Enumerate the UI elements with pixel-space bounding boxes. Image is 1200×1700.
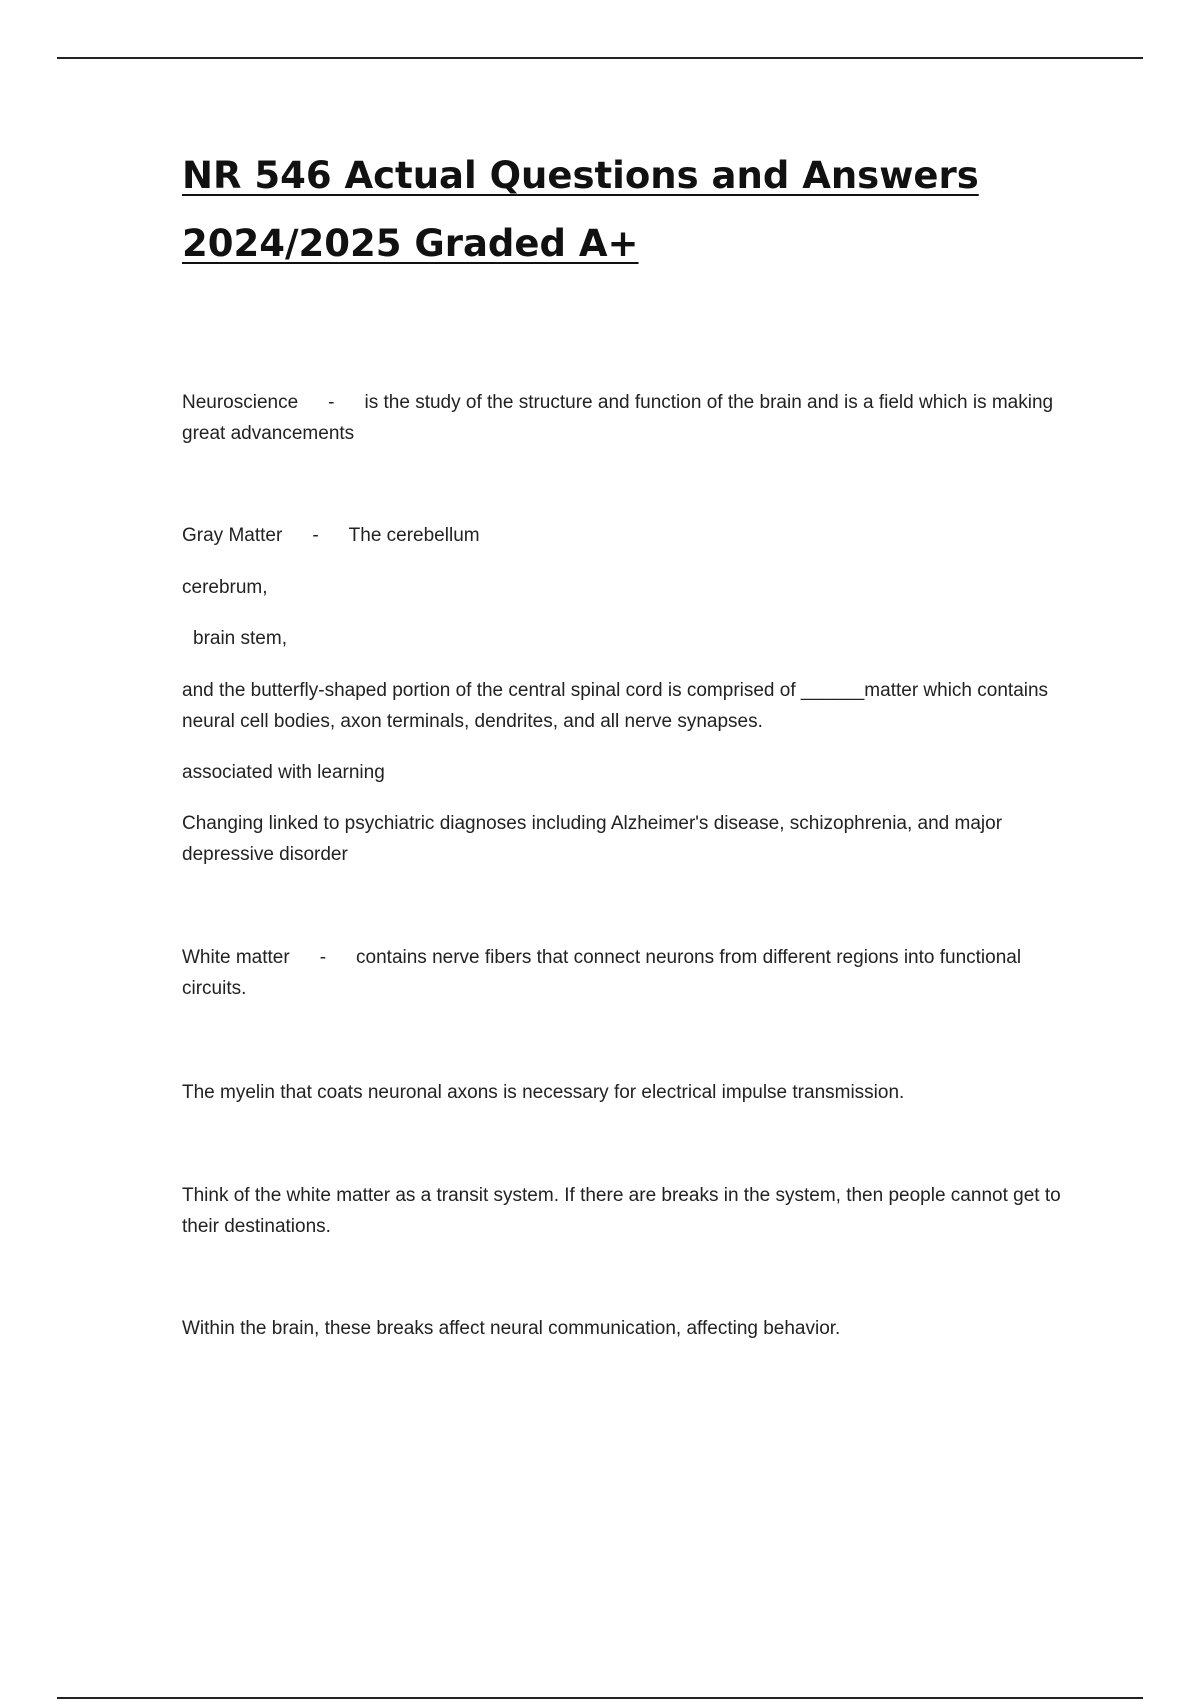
white-matter-line-transit: Think of the white matter as a transit system. If there are breaks in the system, then people cannot get to their destinations. (182, 1185, 1061, 1237)
separator-dash: - (328, 392, 335, 413)
gray-matter-line-learning: associated with learning (182, 762, 385, 783)
gray-matter-line-brain-stem: brain stem, (193, 628, 287, 649)
title-line-1: NR 546 Actual Questions and Answers (182, 154, 979, 197)
definition-neuroscience: is the study of the structure and function of the brain and is a field which is making great advancements (182, 392, 1054, 444)
term-white-matter: White matter (182, 947, 290, 968)
title-line-2: 2024/2025 Graded A+ (182, 222, 639, 265)
separator-dash: - (312, 525, 319, 546)
separator-dash: - (319, 947, 327, 968)
gray-matter-line-spinal-cord: and the butterfly-shaped portion of the central spinal cord is comprised of ______matter which contains neural cell bodies, axon terminals, dendrites, and all nerve synapses. (182, 680, 1049, 732)
definition-gray-matter: The cerebellum (348, 525, 480, 546)
entry-neuroscience (182, 387, 1062, 449)
definition-white-matter: contains nerve fibers that connect neurons from different regions into functional circuits. (182, 947, 1022, 999)
entry-gray-matter (182, 520, 1062, 551)
term-neuroscience: Neuroscience (182, 392, 299, 413)
term-gray-matter: Gray Matter (182, 525, 283, 546)
white-matter-line-breaks: Within the brain, these breaks affect neural communication, affecting behavior. (182, 1318, 841, 1339)
white-matter-line-myelin: The myelin that coats neuronal axons is necessary for electrical impulse transmission. (182, 1082, 905, 1103)
top-rule (57, 57, 1143, 59)
gray-matter-line-psychiatric: Changing linked to psychiatric diagnoses including Alzheimer's disease, schizophrenia, and major depressive disorder (182, 813, 1003, 865)
bottom-rule (57, 1697, 1143, 1699)
document-title (182, 142, 979, 278)
entry-white-matter (182, 942, 1062, 1004)
gray-matter-line-cerebrum: cerebrum, (182, 577, 268, 598)
